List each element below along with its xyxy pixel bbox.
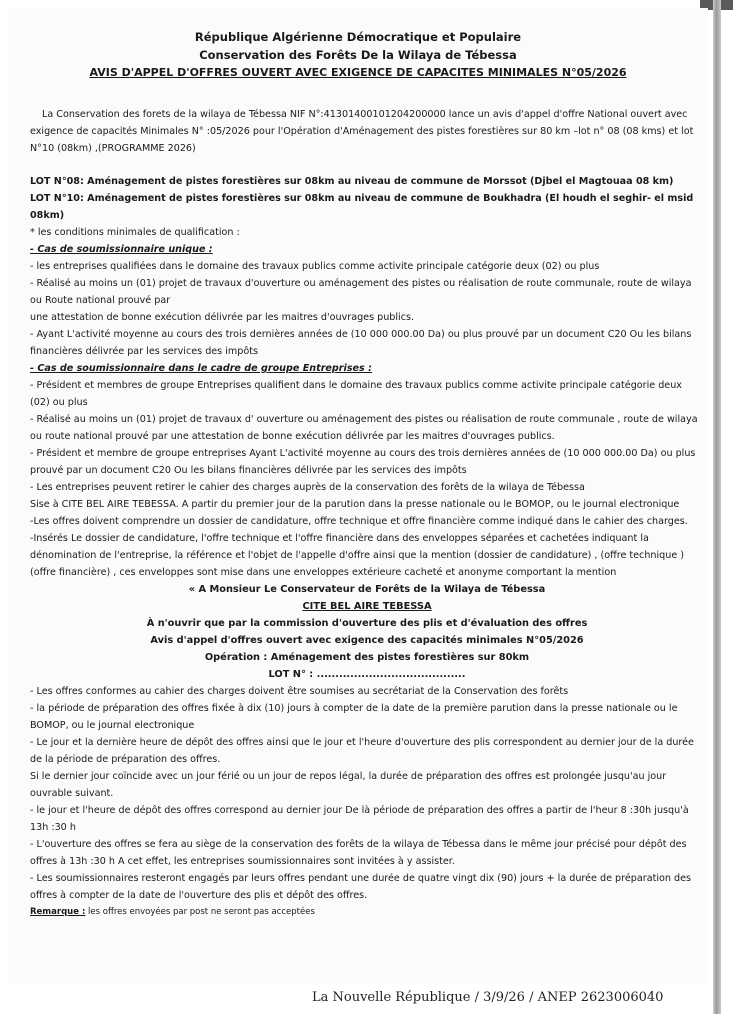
list-item: - Réalisé au moins un (01) projet de travaux d' ouverture ou aménagement des pistes ou réalisation de route communale , route de wilaya ou route national prouvé par une attestation de bonne exécution délivrée par les maitres d'ouvrages publics. — [30, 414, 698, 442]
envelope-mention-block — [30, 581, 704, 683]
list-item: - Président et membre de groupe entreprises Ayant L'activité moyenne au cours des trois dernières années de (10 000 000.00 Da) ou plus prouvé par un document C20 Ou les bilans financières délivrée par les services des impôts — [30, 448, 696, 476]
list-item: une attestation de bonne exécution délivrée par les maitres d'ouvrages publics. — [30, 312, 415, 323]
single-bidder-heading: - Cas de soumissionnaire unique : — [30, 244, 213, 255]
conditions-line: * les conditions minimales de qualification : — [30, 227, 240, 238]
publication-credit: La Nouvelle République / 3/9/26 / ANEP 2623006040 — [312, 990, 664, 1005]
list-item: - L'ouverture des offres se fera au siège de la conservation des forêts de la wilaya de Tébessa dans le même jour précisé pour dépôt des offres à 13h :30 h A cet effet, les entreprises soumissionnaires sont invitées à y assister. — [30, 839, 687, 867]
republic-heading: République Algérienne Démocratique et Populaire — [194, 30, 522, 44]
list-item: -Les offres doivent comprendre un dossier de candidature, offre technique et offre financière comme indiqué dans le cahier des charges. — [30, 516, 688, 527]
list-item: -Insérés Le dossier de candidature, l'offre technique et l'offre financière dans des enveloppes séparées et cachetées indiquant la dénomination de l'entreprise, la référence et l'objet de l'appelle d'offre ainsi que la mention (dossier de candidature) , (offre technique ) (offre financière) , ces enveloppes sont mise dans une enveloppes extérieure cacheté et anonyme comportant la mention — [30, 533, 685, 578]
conservation-heading: Conservation des Forêts De la Wilaya de Tébessa — [199, 48, 517, 62]
scan-page-edge — [713, 0, 721, 1014]
list-item: - Les offres conformes au cahier des charges doivent être soumises au secrétariat de la Conservation des forêts — [30, 686, 569, 697]
list-item: - la période de préparation des offres fixée à dix (10) jours à compter de la date de la première parution dans la presse nationale ou le BOMOP, ou le journal electronique — [30, 703, 678, 731]
group-bidder-heading: - Cas de soumissionnaire dans le cadre de groupe Entreprises : — [30, 363, 372, 374]
list-item: - Réalisé au moins un (01) projet de travaux d'ouverture ou aménagement des pistes ou réalisation de route communale, route de wilaya ou Route national prouvé par — [30, 278, 692, 306]
lot-10-line: LOT N°10: Aménagement de pistes forestières sur 08km au niveau de commune de Boukhadra (El houdh el seghir- el msid 08km) — [30, 193, 694, 221]
list-item: - le jour et l'heure de dépôt des offres correspond au dernier jour De là période de préparation des offres a partir de l'heur 8 :30h jusqu'à 13h :30 h — [30, 805, 689, 833]
list-item: Si le dernier jour coïncide avec un jour férié ou un jour de repos légal, la durée de préparation des offres est prolongée jusqu'au jour ouvrable suivant. — [30, 771, 667, 799]
notice-body — [30, 106, 704, 921]
mention-line: Opération : Aménagement des pistes forestières sur 80km — [204, 652, 530, 663]
mention-line: « A Monsieur Le Conservateur de Forêts de la Wilaya de Tébessa — [188, 584, 546, 595]
lot-08-line: LOT N°08: Aménagement de pistes forestières sur 08km au niveau de commune de Morssot (Djbel el Magtouaa 08 km) — [30, 176, 674, 187]
mention-line: À n'ouvrir que par la commission d'ouverture des plis et d'évaluation des offres — [146, 618, 588, 629]
notice-document — [8, 8, 708, 983]
list-item: - Président et membres de groupe Entreprises qualifient dans le domaine des travaux publics comme activite principale catégorie deux (02) ou plus — [30, 380, 682, 408]
list-item: - Le jour et la dernière heure de dépôt des offres ainsi que le jour et l'heure d'ouverture des plis correspondent au dernier jour de la durée de la période de préparation des offres. — [30, 737, 694, 765]
list-item: Sise à CITE BEL AIRE TEBESSA. A partir du premier jour de la parution dans la presse nationale ou le BOMOP, ou le journal electronique — [30, 499, 680, 510]
list-item: - Ayant L'activité moyenne au cours des trois dernières années de (10 000 000.00 Da) ou plus prouvé par un document C20 Ou les bilans financières délivrée par les services des impôts — [30, 329, 692, 357]
remark-label: Remarque : — [30, 907, 86, 917]
list-item: - Les soumissionnaires resteront engagés par leurs offres pendant une durée de quatre vingt dix (90) jours + la durée de préparation des offres à compter de la date de l'ouverture des plis et dépôt des offres. — [30, 873, 691, 901]
notice-title: AVIS D'APPEL D'OFFRES OUVERT AVEC EXIGENCE DE CAPACITES MINIMALES N°05/2026 — [89, 66, 627, 79]
intro-paragraph: La Conservation des forets de la wilaya de Tébessa NIF N°:41301400101204200000 lance un avis d'appel d'offre National ouvert avec exigence de capacités Minimales N° :05/2026 pour l'Opération d'Aménagement des pistes forestières sur 80 km –lot n° 08 (08 kms) et lot N°10 (08km) ,(PROGRAMME 2026) — [30, 109, 694, 154]
mention-line: LOT N° : ........................................ — [268, 669, 466, 680]
remark-line — [30, 904, 704, 921]
mention-line: CITE BEL AIRE TEBESSA — [302, 601, 432, 612]
list-item: - Les entreprises peuvent retirer le cahier des charges auprès de la conservation des forêts de la wilaya de Tébessa — [30, 482, 585, 493]
remark-text: les offres envoyées par post ne seront pas acceptées — [85, 907, 315, 917]
mention-line: Avis d'appel d'offres ouvert avec exigence des capacités minimales N°05/2026 — [150, 635, 584, 646]
list-item: - les entreprises qualifiées dans le domaine des travaux publics comme activite principale catégorie deux (02) ou plus — [30, 261, 600, 272]
